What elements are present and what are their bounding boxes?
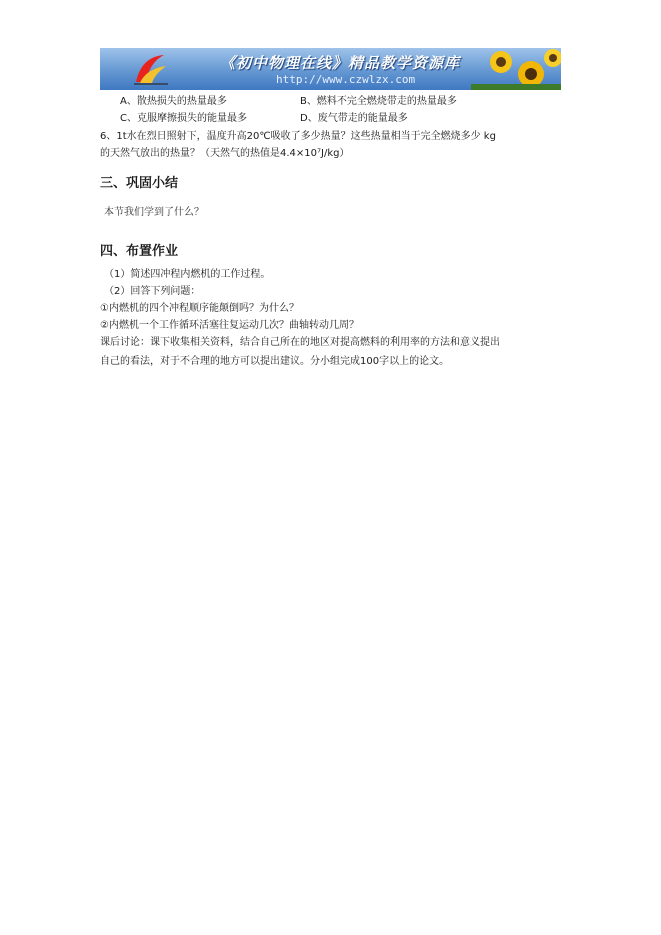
sunflower-icon bbox=[471, 48, 561, 90]
section-3-heading: 三、巩固小结 bbox=[100, 176, 179, 191]
section-3-body: 本节我们学到了什么？ bbox=[104, 207, 204, 218]
homework-question-1: ①内燃机的四个冲程顺序能颠倒吗？为什么？ bbox=[100, 303, 299, 314]
banner-title: 《初中物理在线》精品教学资源库 bbox=[220, 54, 461, 72]
banner-url: http://www.czwlzx.com bbox=[276, 73, 416, 86]
question-6-line-2: 的天然气放出的热量？（天然气的热值是4.4×10⁷J/kg） bbox=[100, 148, 350, 159]
header-banner bbox=[100, 48, 561, 90]
homework-item-2: （2）回答下列问题： bbox=[104, 286, 201, 297]
discussion-line-1: 课后讨论：课下收集相关资料，结合自己所在的地区对提高燃料的利用率的方法和意义提出 bbox=[100, 337, 500, 348]
question-6-line-1: 6、1t水在烈日照射下，温度升高20℃吸收了多少热量？这些热量相当于完全燃烧多少 kg bbox=[100, 131, 496, 142]
homework-question-2: ②内燃机一个工作循环活塞往复运动几次？曲轴转动几周？ bbox=[100, 320, 359, 331]
option-b: B、燃料不完全燃烧带走的热量最多 bbox=[300, 96, 457, 107]
logo-icon bbox=[130, 52, 170, 86]
homework-item-1: （1）简述四冲程内燃机的工作过程。 bbox=[104, 269, 271, 280]
section-4-heading: 四、布置作业 bbox=[100, 244, 179, 259]
discussion-line-2: 自己的看法，对于不合理的地方可以提出建议。分小组完成100字以上的论文。 bbox=[100, 356, 450, 367]
option-d: D、废气带走的能量最多 bbox=[300, 113, 408, 124]
option-c: C、克服摩擦损失的能量最多 bbox=[120, 113, 247, 124]
option-a: A、散热损失的热量最多 bbox=[120, 96, 227, 107]
